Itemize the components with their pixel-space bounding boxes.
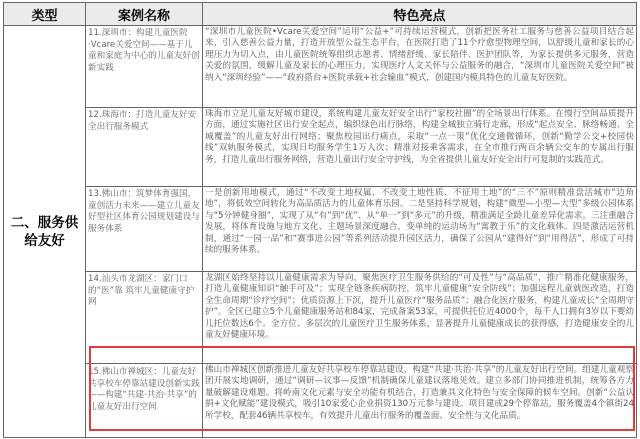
case-name-cell: 14.汕头市龙湖区：家门口的“医”靠 筑牢儿童健康守护网 <box>86 272 203 364</box>
case-feature-cell: 龙湖区始终坚持以儿童健康需求为导向，聚焦医疗卫生服务供给的“可及性”与“高品质”，推广精准化健康服务，打造儿童健康知识“触手可及”；实现全链条疾病防控，筑牢儿童健康“安全防线”；加强远程儿童就医改造，打造全生命周期“诊疗空间”；优质资源上下沉，提升儿童医疗“服务品质”；融合化医疗服务，构建儿童成长“全周期守护”。全区已建立5个儿童健康服务站和84家，完成备案53家，可提供托位近4000个，每千人口拥有3岁以下婴幼儿托位数达6个。全方位、多层次的儿童医疗卫生服务体系，显著提升儿童健康成长的获得感，打造健康安全的儿童友好健康环境。 <box>203 272 637 364</box>
header-type: 类型 <box>4 3 86 26</box>
table-row-highlighted <box>4 364 637 438</box>
case-name-cell: 11.深圳市：构建儿童医院·Vcare关爱空间——基于儿童和家庭为中心的儿童友好创新实践 <box>86 26 203 108</box>
case-feature-cell: 一是创新用地模式，通过“不改变土地权属、不改变土地性质、不征用土地”的“三不”原则精准盘活城市“边角地”，将低效空间转化为高品质活力的儿童体育乐园。二是坚持科学规划，构建“微型—小型—大型”多级公园体系与“5分钟健身圈”，实现了从“有”到“优”、从“单一”到“多元”的升级，精准满足全龄儿童差异化需求。三注重融合发展，将体育设施与地方文化、主题场景深度融合，变单纯的运动场为“寓教于乐”的文化载体。四是激活运营机制，通过“一园一品”和“赛事进公园”等系列活动提升园区活力，确保了公园从“建得好”到“用得活”，形成了可持续的服务体系。 <box>203 187 637 272</box>
case-feature-cell: “深圳市儿童医院•Vcare关爱空间”运用“公益+”可持续运营模式，创新把医务社工服务与慈善公益项目结合起来，引入慈善公益力量，打造开放型公益生态平台，在医院打造了11个疗愈型物理空间，以舒缓儿童和家长的心理压力为切入点，由儿童医院统筹组织志愿者、情绪舒缓、家长陪伴、医护团队等，为家长提供多元服务，营造关爱的氛围，缓解儿童及家长的心理压力，实现医疗人文关怀与公益服务的融合，“深圳市儿童医院关爱空间”被纳入“深圳经验”——“政府搭台+医院承载+社会输血”模式，创建国内模具特色的儿童友好医院。 <box>203 26 637 108</box>
case-name-cell: 12.珠海市：打造儿童友好安全出行服务模式 <box>86 108 203 187</box>
table-row <box>4 187 637 272</box>
header-case-name: 案例名称 <box>86 3 203 26</box>
category-cell: 二、服务供给友好 <box>4 26 86 438</box>
table-row <box>4 26 637 108</box>
header-features: 特色亮点 <box>203 3 637 26</box>
case-name-cell: 13.佛山市：筑梦体育强国，童创活力未来——建立儿童友好型社区体育公园规划建设与服务体系 <box>86 187 203 272</box>
case-table <box>3 2 637 438</box>
table-row <box>4 108 637 187</box>
case-feature-cell: 珠海市立足儿童友好城市建设，系统构建儿童友好安全出行“家校社圈”的全场景出行体系。在慢行空间品质提升方面，通过实施社区出行安全起点，编织绿色出行脉络，构建全城独立骑行走廊，形成“起点安全、脉络畅通、全城覆盖”的儿童友好出行网络；聚焦校园出行痛点，采取“一点一策”优化交通微循环，创新“勤学公交+校园快线”双轨服务模式，实现日均服务学生1万人次；精准对接乘客需求，在全市推行两百余辆公交车的专属出行服务，打造儿童出行服务网络，营造儿童出行安全守护线，为全省提供儿童友好安全出行可复制的实践范式。 <box>203 108 637 187</box>
case-name-cell: 15.佛山市禅城区：儿童友好共享校车停靠站建设创新实践——构建“共建·共治·共享”的儿童友好出行空间 <box>86 364 203 438</box>
table-header-row <box>4 3 637 26</box>
table-row <box>4 272 637 364</box>
case-feature-cell: 佛山市禅城区创新推进儿童友好共享校车停靠站建设，构建“共建·共治·共享”的儿童友好出行空间。组建儿童观察团开展实地调研，通过“调研—议事—反馈”机制确保儿童建议落地见效。建立多部门协同推进机制，统筹各方力量破解建设难题。将岭南文化元素与安全功能有机结合，打造兼具文化特色与安全保障的候车空间。创新“公益认捐+文化赋能”建设模式，吸引10家爱心企业捐资130万元参与建设。项目建成29个停靠站，服务覆盖4个镇街24所学校，配套46辆共享校车，有效提升儿童出行服务的覆盖面、安全性与文化品质。 <box>203 364 637 438</box>
